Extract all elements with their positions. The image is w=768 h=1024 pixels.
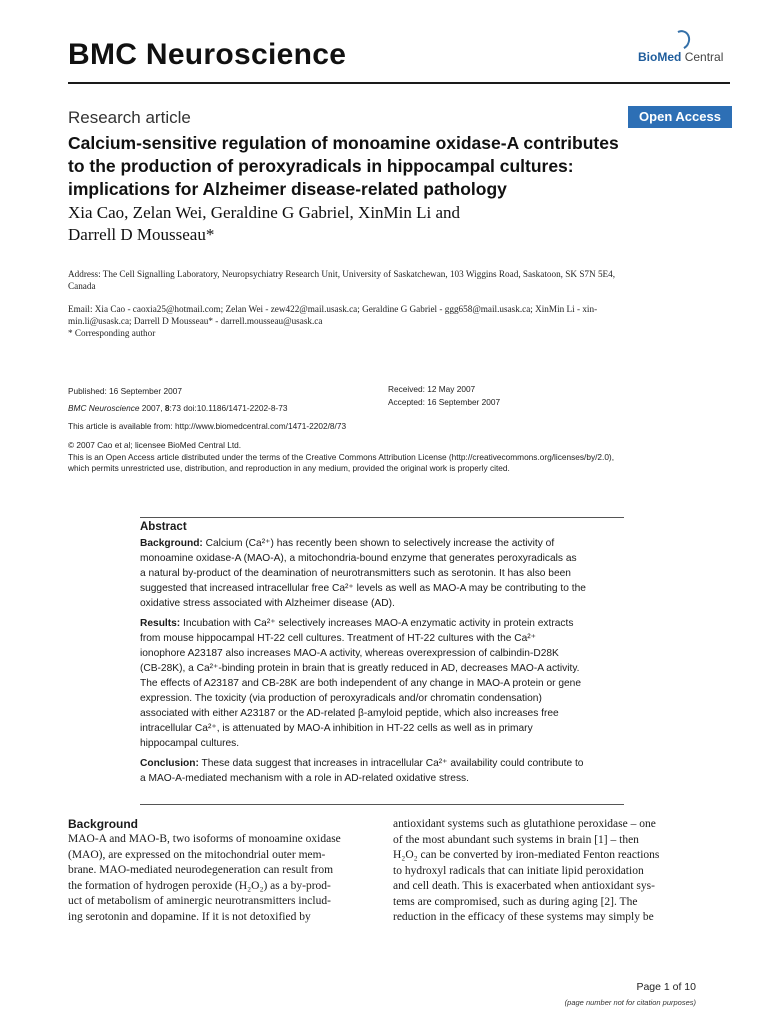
article-title [68, 132, 732, 201]
body-line: uct of metabolism of aminergic neurotransmitters includ- [68, 895, 331, 907]
abstract-line: (CB-28K), a Ca²⁺-binding protein in brain that is greatly reduced in AD, decreases MAO-A activity. [140, 663, 580, 674]
abstract-line: These data suggest that increases in intracellular Ca²⁺ availability could contribute to [198, 758, 584, 769]
citation-doi: :73 doi:10.1186/1471-2202-8-73 [169, 403, 288, 413]
abstract-rule-bottom [140, 804, 624, 805]
abstract-background [140, 536, 624, 611]
results-label: Results: [140, 618, 181, 629]
body-line: MAO-A and MAO-B, two isoforms of monoamine oxidase [68, 833, 341, 845]
author-list [68, 202, 460, 246]
abstract-results [140, 616, 624, 751]
open-access-badge: Open Access [628, 106, 732, 128]
abstract-line: a natural by-product of the deamination of neurotransmitters such as serotonin. It has also been [140, 568, 571, 579]
published-date: Published: 16 September 2007 [68, 386, 182, 396]
title-line: Calcium-sensitive regulation of monoamine oxidase-A contributes [68, 133, 619, 153]
header-rule [68, 82, 730, 84]
email-line: Email: Xia Cao - caoxia25@hotmail.com; Zelan Wei - zew422@mail.usask.ca; Geraldine G Gabriel - ggg658@mail.usask.ca; XinMin Li - xin- [68, 304, 598, 314]
license-line: This is an Open Access article distributed under the terms of the Creative Commons Attribution License (http://creativecommons.org/licenses/by/2.0), [68, 452, 614, 462]
abstract-line: expression. The toxicity (via production of peroxyradicals and/or chromatin condensation) [140, 693, 542, 704]
abstract-line: from mouse hippocampal HT-22 cell cultures. Treatment of HT-22 cultures with the Ca²⁺ [140, 633, 537, 644]
publisher-name-rest: Central [684, 50, 724, 64]
body-line: of the most abundant such systems in brain [1] – then [393, 833, 639, 846]
body-line: reduction in the efficacy of these systems may simply be [393, 911, 654, 923]
abstract-rule-top [140, 517, 624, 518]
conclusion-label: Conclusion: [140, 758, 199, 769]
address-line: Address: The Cell Signalling Laboratory, Neuropsychiatry Research Unit, University of Saskatchewan, 103 Wiggins Road, Saskatoon, SK S7N 5E4, [68, 269, 616, 279]
author-line: Darrell D Mousseau* [68, 225, 215, 244]
page-number: Page 1 of 10 [636, 981, 696, 993]
received-date: Received: 12 May 2007 [388, 384, 476, 394]
article-type: Research article [68, 108, 191, 127]
abstract-line: The effects of A23187 and CB-28K are both independent of any change in MAO-A protein or gene [140, 678, 582, 689]
body-line: and cell death. This is exacerbated when antioxidant sys- [393, 880, 655, 892]
background-label: Background: [140, 538, 203, 549]
abstract-line: intracellular Ca²⁺, is attenuated by MAO-A inhibition in HT-22 cells as well as in primary [140, 723, 533, 734]
abstract-line: suggested that increased intracellular free Ca²⁺ levels as well as MAO-A may be contributing to the [140, 583, 586, 594]
author-line: Xia Cao, Zelan Wei, Geraldine G Gabriel, XinMin Li and [68, 203, 461, 222]
address-line: Canada [68, 281, 96, 291]
email-line: min.li@usask.ca; Darrell D Mousseau* - darrell.mousseau@usask.ca [68, 316, 323, 326]
author-emails [68, 303, 698, 339]
biomed-arc-icon [669, 28, 693, 53]
body-line: the formation of hydrogen peroxide (H₂O₂) as a by-prod- [68, 879, 331, 892]
abstract-line: hippocampal cultures. [140, 738, 240, 749]
journal-title: BMC Neuroscience [68, 38, 347, 71]
abstract-line: ionophore A23187 also increases MAO-A activity, whereas overexpression of calbindin-D28K [140, 648, 559, 659]
abstract-conclusion [140, 756, 624, 786]
abstract-line: Incubation with Ca²⁺ selectively increases MAO-A enzymatic activity in protein extracts [180, 618, 574, 629]
body-line: brane. MAO-mediated neurodegeneration can result from [68, 864, 334, 876]
abstract-line: oxidative stress associated with Alzheimer disease (AD). [140, 598, 395, 609]
citation [68, 403, 287, 414]
affiliation-address [68, 268, 698, 292]
body-column-left [68, 817, 372, 925]
body-line: tems are compromised, such as during aging [2]. The [393, 895, 638, 908]
body-line: H₂O₂ can be converted by iron-mediated Fenton reactions [393, 849, 660, 861]
abstract-line: monoamine oxidase-A (MAO-A), a mitochondria-bound enzyme that generates peroxyradicals as [140, 553, 577, 564]
body-line: (MAO), are expressed on the mitochondrial outer mem- [68, 848, 326, 861]
license-line: which permits unrestricted use, distribution, and reproduction in any medium, provided the original work is properly cited. [68, 463, 510, 473]
abstract-heading: Abstract [140, 521, 187, 533]
copyright-notice: © 2007 Cao et al; licensee BioMed Central Ltd. [68, 440, 242, 450]
section-heading: Background [68, 817, 139, 831]
body-column-right [393, 817, 698, 926]
citation-volume: 8 [164, 403, 170, 413]
page-number-note: (page number not for citation purposes) [564, 998, 696, 1007]
body-line: to hydroxyl radicals that can initiate lipid peroxidation [393, 864, 644, 877]
title-line: to the production of peroxyradicals in hippocampal cultures: [68, 156, 574, 176]
abstract-line: associated with either A23187 or the AD-related β-amyloid peptide, which also increases free [140, 708, 559, 719]
abstract-line: a MAO-A-mediated mechanism with a role in AD-related oxidative stress. [140, 773, 469, 784]
abstract-box [140, 520, 624, 791]
accepted-date: Accepted: 16 September 2007 [388, 397, 501, 407]
publisher-logo [638, 30, 728, 70]
title-line: implications for Alzheimer disease-related pathology [68, 179, 507, 199]
abstract-line: Calcium (Ca²⁺) has recently been shown to selectively increase the activity of [202, 538, 555, 549]
citation-journal: BMC Neuroscience [68, 403, 140, 413]
article-url[interactable]: This article is available from: http://www.biomedcentral.com/1471-2202/8/73 [68, 421, 347, 431]
citation-year: 2007, [139, 403, 165, 413]
publisher-name-bold: BioMed [638, 50, 682, 64]
body-line: ing serotonin and dopamine. If it is not detoxified by [68, 910, 311, 923]
corresponding-author-note: * Corresponding author [68, 328, 156, 338]
body-line: antioxidant systems such as glutathione peroxidase – one [393, 818, 656, 830]
